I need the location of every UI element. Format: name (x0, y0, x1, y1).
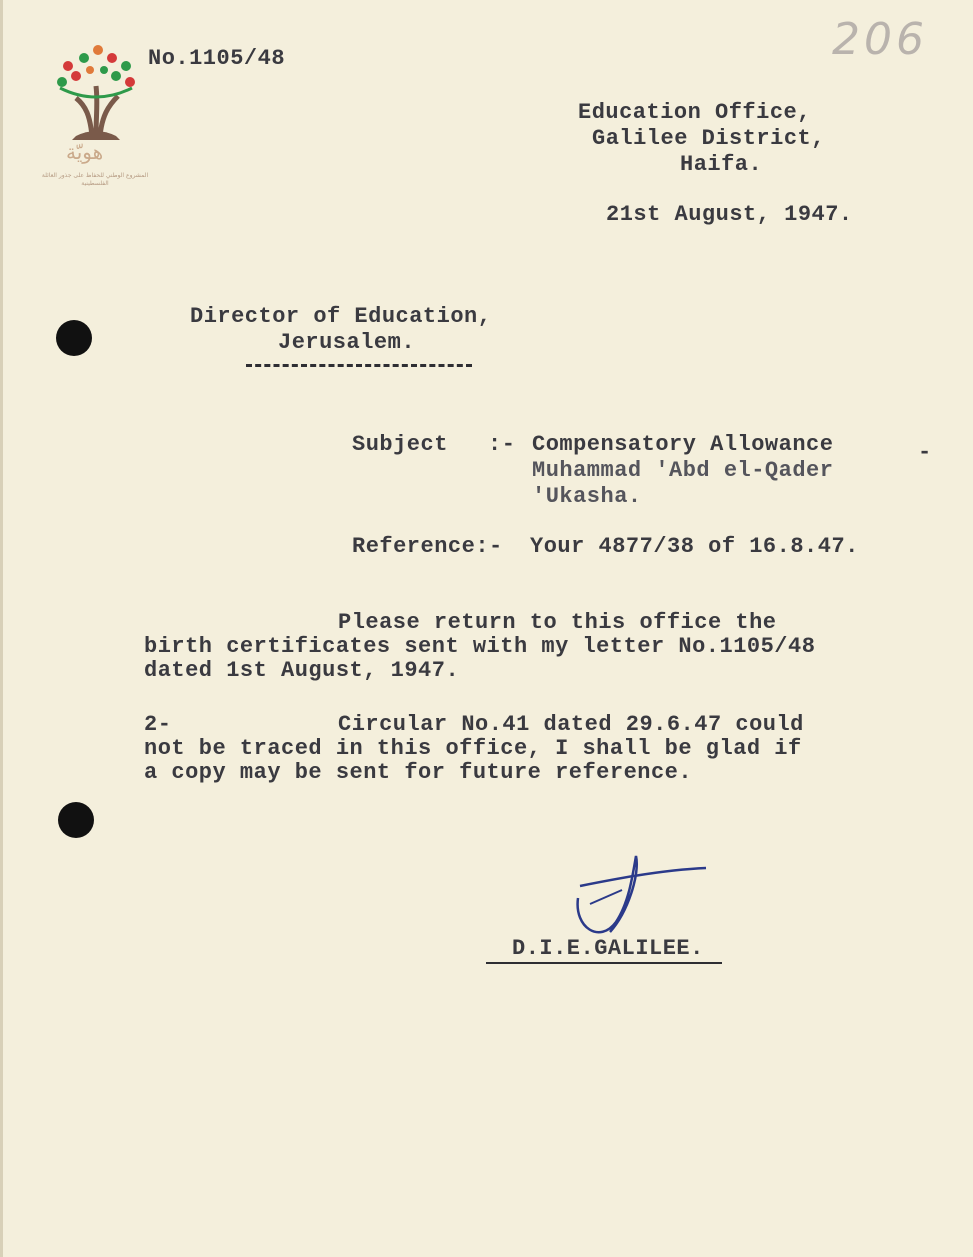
page-edge (0, 0, 3, 1257)
sender-line-3: Haifa. (680, 152, 763, 177)
punch-hole-top (56, 320, 92, 356)
paragraph-1-line-2: birth certificates sent with my letter No.1105/48 (144, 634, 816, 659)
recipient-underline (246, 364, 472, 367)
sender-line-2: Galilee District, (592, 126, 825, 151)
paragraph-1-line-3: dated 1st August, 1947. (144, 658, 460, 683)
punch-hole-bottom (58, 802, 94, 838)
paragraph-2-number: 2- (144, 712, 172, 737)
paragraph-1-line-1: Please return to this office the (338, 610, 777, 635)
pencil-folio-number: 206 (832, 14, 928, 65)
handwritten-signature (570, 840, 720, 950)
reference-label: Reference:- (352, 534, 503, 559)
signatory-title: D.I.E.GALILEE. (512, 936, 704, 961)
paragraph-2-line-3: a copy may be sent for future reference. (144, 760, 693, 785)
paragraph-2-line-1: Circular No.41 dated 29.6.47 could (338, 712, 804, 737)
sender-line-1: Education Office, (578, 100, 811, 125)
logo-caption: المشروع الوطني للحفاظ على جذور العائلة الفلسطينية (41, 172, 149, 187)
reference-number: No.1105/48 (148, 46, 286, 71)
subject-line-3: 'Ukasha. (532, 484, 642, 509)
margin-dash: - (918, 440, 932, 465)
subject-line-2: Muhammad 'Abd el-Qader (532, 458, 834, 483)
subject-line-1: Compensatory Allowance (532, 432, 834, 457)
recipient-line-2: Jerusalem. (278, 330, 416, 355)
recipient-line-1: Director of Education, (190, 304, 492, 329)
signature-underline (486, 962, 722, 964)
letter-date: 21st August, 1947. (606, 202, 853, 227)
subject-label: Subject (352, 432, 448, 457)
reference-text: Your 4877/38 of 16.8.47. (530, 534, 859, 559)
logo-arabic-name: هويّة (66, 140, 104, 164)
subject-separator: :- (488, 432, 516, 457)
paragraph-2-line-2: not be traced in this office, I shall be glad if (144, 736, 802, 761)
